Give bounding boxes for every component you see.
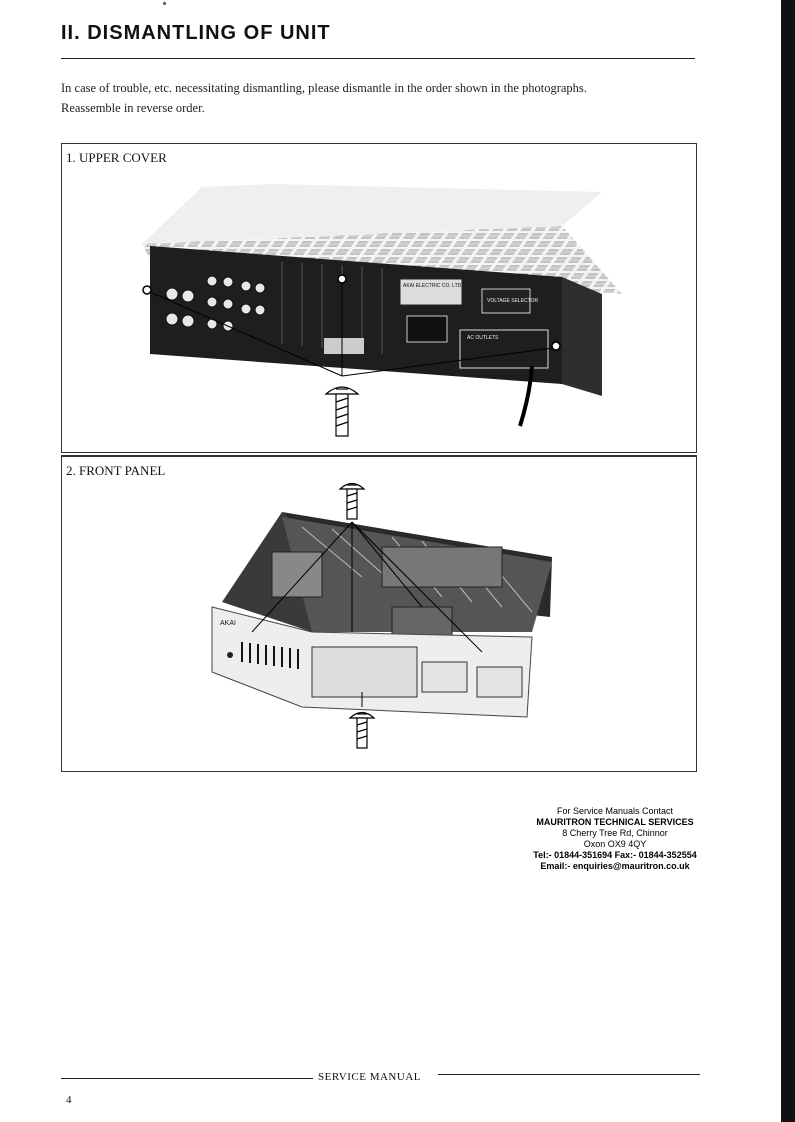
footer-rule-left: [61, 1078, 313, 1079]
intro-text: [61, 78, 701, 118]
front-panel-photo: [62, 457, 696, 771]
page-number: 4: [66, 1094, 72, 1106]
contact-phone: Tel:- 01844-351694 Fax:- 01844-352554: [533, 850, 697, 860]
contact-company: MAURITRON TECHNICAL SERVICES: [536, 817, 694, 827]
section-label-upper-cover: 1. UPPER COVER: [66, 150, 167, 165]
intro-line-2: Reassemble in reverse order.: [61, 101, 205, 115]
ac-outlets-text: AC OUTLETS: [467, 335, 499, 341]
contact-line-1: For Service Manuals Contact: [556, 806, 674, 816]
contact-address-1: 8 Cherry Tree Rd, Chinnor: [562, 828, 668, 838]
upper-cover-photo: [62, 144, 696, 452]
contact-email: Email:- enquiries@mauritron.co.uk: [540, 861, 690, 871]
scan-edge-bar: [781, 0, 795, 1122]
section-front-panel: [61, 455, 697, 772]
title-rule: [61, 58, 695, 59]
contact-address-2: Oxon OX9 4QY: [583, 839, 647, 849]
screw-icon-top: [340, 484, 364, 520]
screw-icon-bottom: [350, 713, 374, 749]
page-title: II. DISMANTLING OF UNIT: [61, 22, 331, 44]
brand-text: AKAI: [220, 620, 236, 627]
intro-line-1: In case of trouble, etc. necessitating dismantling, please dismantle in the order shown in the photographs.: [61, 81, 587, 95]
service-contact: [500, 806, 730, 872]
footer-label: SERVICE MANUAL: [318, 1071, 421, 1083]
footer-rule-right: [438, 1074, 700, 1075]
voltage-selector-text: VOLTAGE SELECTOR: [487, 298, 539, 304]
section-upper-cover: [61, 143, 697, 453]
scan-speck: [163, 2, 166, 5]
maker-plate-text: AKAI ELECTRIC CO. LTD.: [403, 283, 463, 289]
section-label-front-panel: 2. FRONT PANEL: [66, 463, 166, 478]
screw-icon: [326, 387, 358, 436]
display-window: [312, 647, 417, 697]
